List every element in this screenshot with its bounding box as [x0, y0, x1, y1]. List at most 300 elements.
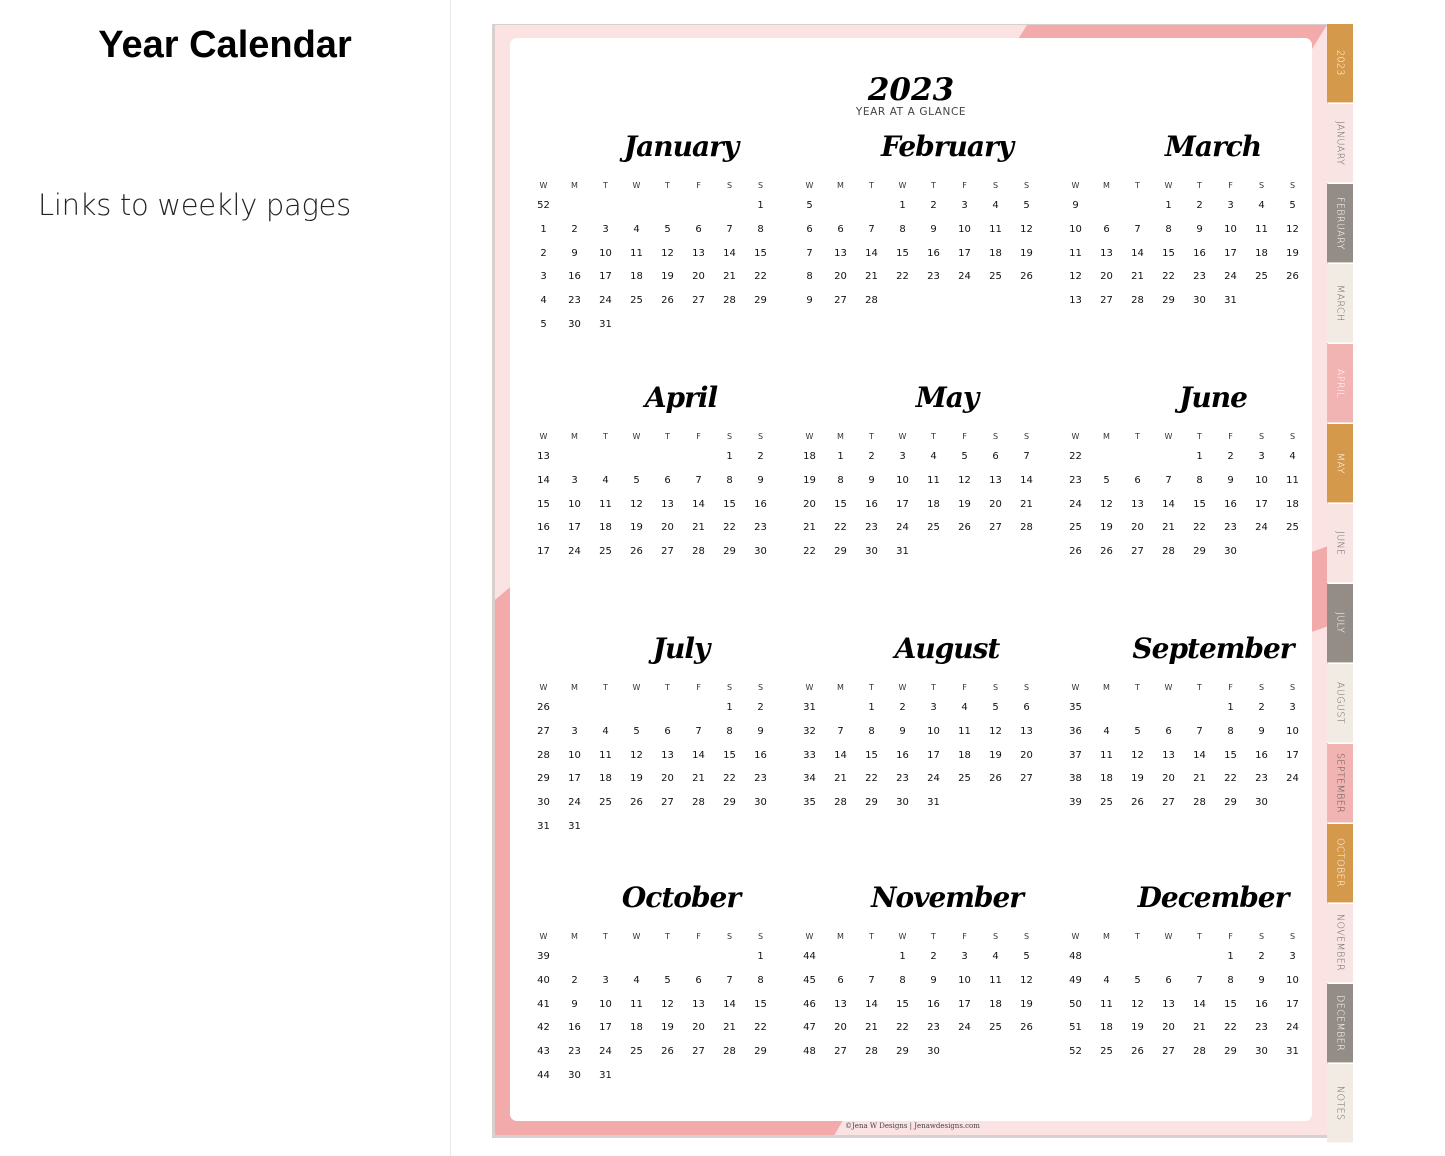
- week-number-link[interactable]: 1: [540, 223, 547, 235]
- day-cell: 15: [1224, 998, 1237, 1010]
- week-number-link[interactable]: 31: [537, 820, 550, 832]
- day-cell: 27: [692, 295, 705, 307]
- month-title[interactable]: July: [652, 632, 710, 665]
- week-number-link[interactable]: 18: [803, 451, 816, 462]
- day-cell: 1: [726, 702, 733, 713]
- day-cell: 7: [726, 974, 733, 986]
- day-cell: 19: [1131, 1022, 1144, 1034]
- week-number-link[interactable]: 44: [537, 1069, 550, 1081]
- side-tab-label: AUGUST: [1334, 681, 1346, 724]
- week-number-link[interactable]: 22: [1069, 451, 1082, 462]
- day-cell: 20: [1020, 749, 1033, 761]
- day-cell: 11: [1100, 998, 1113, 1010]
- day-cell: 3: [961, 951, 968, 962]
- day-cell: 31: [599, 318, 612, 330]
- day-cell: 3: [899, 451, 906, 462]
- weekday-header: T: [931, 932, 936, 941]
- week-number-link[interactable]: 3: [540, 271, 547, 283]
- day-cell: [1011, 1046, 1042, 1070]
- day-cell: 8: [1165, 223, 1172, 235]
- month-title[interactable]: March: [1164, 130, 1262, 163]
- day-cell: 31: [896, 546, 909, 558]
- year-heading: 2023: [867, 72, 955, 108]
- week-number-link[interactable]: 44: [803, 951, 816, 962]
- weekday-header: S: [757, 683, 764, 692]
- day-cell: 8: [757, 974, 764, 986]
- weekday-header: M: [1103, 932, 1110, 941]
- day-cell: 5: [1103, 474, 1110, 486]
- day-cell: 21: [1193, 1022, 1206, 1034]
- month-title[interactable]: May: [915, 381, 979, 414]
- week-number-link[interactable]: 35: [803, 797, 816, 809]
- week-number-link[interactable]: 48: [1069, 951, 1082, 962]
- day-cell: 21: [1020, 498, 1033, 510]
- day-cell: 4: [1103, 725, 1110, 737]
- weekday-header: W: [632, 181, 641, 190]
- day-cell: 4: [992, 200, 999, 211]
- week-number-link[interactable]: 39: [1069, 797, 1082, 809]
- weekday-header: T: [665, 181, 670, 190]
- day-cell: [1091, 451, 1122, 475]
- day-cell: [683, 702, 714, 726]
- day-cell: 15: [896, 998, 909, 1010]
- day-cell: 23: [1193, 271, 1206, 283]
- day-cell: 19: [630, 522, 643, 534]
- day-cell: 2: [930, 951, 937, 962]
- day-cell: [621, 319, 652, 343]
- week-number-link[interactable]: 13: [1069, 295, 1082, 307]
- day-cell: [980, 546, 1011, 570]
- day-cell: [1246, 546, 1277, 570]
- weekday-header: T: [665, 683, 670, 692]
- day-cell: 23: [568, 1046, 581, 1058]
- day-cell: 6: [837, 974, 844, 986]
- day-cell: 11: [1255, 223, 1268, 235]
- weekday-header: M: [837, 432, 844, 441]
- week-number-link[interactable]: 28: [537, 749, 550, 761]
- day-cell: 2: [1258, 702, 1265, 713]
- day-cell: [652, 319, 683, 343]
- day-cell: 14: [1131, 247, 1144, 259]
- day-cell: 3: [930, 702, 937, 713]
- week-number-link[interactable]: 2: [540, 247, 547, 259]
- day-cell: 29: [1224, 1046, 1237, 1058]
- day-cell: 26: [1100, 546, 1113, 558]
- day-cell: 31: [1224, 295, 1237, 307]
- day-cell: 2: [1196, 200, 1203, 211]
- week-number-link[interactable]: 37: [1069, 749, 1082, 761]
- day-cell: [652, 200, 683, 224]
- day-cell: 15: [1224, 749, 1237, 761]
- weekday-header: M: [837, 683, 844, 692]
- day-cell: 30: [568, 318, 581, 330]
- week-number-link[interactable]: 36: [1069, 725, 1082, 737]
- day-cell: 15: [723, 498, 736, 510]
- month-title[interactable]: April: [644, 381, 718, 414]
- day-cell: 19: [958, 498, 971, 510]
- day-cell: 6: [1134, 474, 1141, 486]
- day-cell: 29: [754, 295, 767, 307]
- day-cell: 16: [568, 271, 581, 283]
- week-number-link[interactable]: 31: [803, 702, 816, 713]
- side-tab-february[interactable]: [1327, 184, 1353, 263]
- week-number-link[interactable]: 11: [1069, 247, 1082, 259]
- weekday-header: W: [805, 932, 814, 941]
- side-tab-october[interactable]: [1327, 824, 1353, 903]
- day-cell: 12: [1100, 498, 1113, 510]
- week-number-link[interactable]: 52: [537, 200, 550, 211]
- week-number-link[interactable]: 16: [537, 522, 550, 534]
- day-cell: 5: [1023, 200, 1030, 211]
- day-cell: 2: [1227, 451, 1234, 462]
- day-cell: 22: [896, 1022, 909, 1034]
- day-cell: 16: [754, 749, 767, 761]
- day-cell: 26: [989, 773, 1002, 785]
- day-cell: 19: [661, 1022, 674, 1034]
- day-cell: 16: [1193, 247, 1206, 259]
- day-cell: [1091, 951, 1122, 975]
- weekday-header: W: [632, 432, 641, 441]
- week-number-link[interactable]: 25: [1069, 522, 1082, 534]
- day-cell: 4: [992, 951, 999, 962]
- weekday-header: F: [696, 432, 701, 441]
- week-number-link[interactable]: 33: [803, 749, 816, 761]
- day-cell: 22: [1224, 773, 1237, 785]
- month-grid: [528, 180, 776, 343]
- day-cell: 28: [692, 546, 705, 558]
- day-cell: 27: [834, 295, 847, 307]
- day-cell: 16: [754, 498, 767, 510]
- day-cell: 22: [1193, 522, 1206, 534]
- day-cell: 11: [1286, 474, 1299, 486]
- weekday-header: S: [1258, 683, 1265, 692]
- month-title[interactable]: June: [1179, 381, 1247, 414]
- day-cell: [1277, 797, 1308, 821]
- day-cell: 9: [1258, 725, 1265, 737]
- side-tab-label: 2023: [1334, 50, 1346, 76]
- week-number-link[interactable]: 51: [1069, 1022, 1082, 1034]
- weekday-header: M: [571, 432, 578, 441]
- side-tab-april[interactable]: [1327, 344, 1353, 423]
- side-tab-november[interactable]: [1327, 904, 1353, 983]
- day-cell: [559, 200, 590, 224]
- weekday-header: S: [1289, 181, 1296, 190]
- day-cell: 15: [865, 749, 878, 761]
- week-number-link[interactable]: 10: [1069, 223, 1082, 235]
- weekday-header: T: [869, 432, 874, 441]
- month-grid: [528, 682, 776, 845]
- day-cell: 24: [927, 773, 940, 785]
- week-number-link[interactable]: 46: [803, 998, 816, 1010]
- side-tab-label: FEBRUARY: [1334, 196, 1346, 250]
- day-cell: [714, 319, 745, 343]
- side-tab-label: SEPTEMBER: [1334, 752, 1346, 814]
- day-cell: [825, 702, 856, 726]
- week-number-link[interactable]: 26: [537, 702, 550, 713]
- day-cell: 5: [664, 974, 671, 986]
- week-number-link[interactable]: 15: [537, 498, 550, 510]
- day-cell: [1122, 702, 1153, 726]
- day-cell: 27: [1162, 797, 1175, 809]
- day-cell: 13: [661, 498, 674, 510]
- month-title[interactable]: December: [1137, 881, 1289, 914]
- day-cell: 24: [896, 522, 909, 534]
- weekday-header: F: [1228, 683, 1233, 692]
- side-tab-label: JANUARY: [1334, 120, 1346, 166]
- day-cell: 6: [1103, 223, 1110, 235]
- week-number-link[interactable]: 6: [806, 223, 813, 235]
- day-cell: 7: [1165, 474, 1172, 486]
- week-number-link[interactable]: 40: [537, 974, 550, 986]
- day-cell: 25: [1100, 1046, 1113, 1058]
- day-cell: 15: [834, 498, 847, 510]
- side-tab-august[interactable]: [1327, 664, 1353, 743]
- day-cell: 8: [1227, 725, 1234, 737]
- day-cell: 4: [1258, 200, 1265, 211]
- weekday-header: F: [962, 432, 967, 441]
- day-cell: 9: [899, 725, 906, 737]
- week-number-link[interactable]: 19: [803, 474, 816, 486]
- side-tab-july[interactable]: [1327, 584, 1353, 663]
- day-cell: 17: [568, 522, 581, 534]
- day-cell: 28: [1131, 295, 1144, 307]
- day-cell: [918, 295, 949, 319]
- day-cell: 25: [1286, 522, 1299, 534]
- week-number-link[interactable]: 30: [537, 797, 550, 809]
- side-tab-september[interactable]: [1327, 744, 1353, 823]
- week-number-link[interactable]: 5: [540, 318, 547, 330]
- month-title[interactable]: January: [623, 130, 739, 163]
- side-tab-label: OCTOBER: [1334, 838, 1346, 888]
- day-cell: 26: [1020, 1022, 1033, 1034]
- weekday-header: T: [1197, 432, 1202, 441]
- weekday-header: T: [931, 683, 936, 692]
- day-cell: [652, 1070, 683, 1094]
- weekday-header: F: [696, 932, 701, 941]
- week-number-link[interactable]: 34: [803, 773, 816, 785]
- day-cell: 12: [1131, 749, 1144, 761]
- day-cell: 21: [692, 522, 705, 534]
- side-tab-2023[interactable]: [1327, 24, 1353, 103]
- side-tab-march[interactable]: [1327, 264, 1353, 343]
- day-cell: 3: [602, 223, 609, 235]
- week-number-link[interactable]: 45: [803, 974, 816, 986]
- day-cell: 26: [630, 797, 643, 809]
- day-cell: 13: [1100, 247, 1113, 259]
- day-cell: 17: [958, 998, 971, 1010]
- day-cell: 16: [568, 1022, 581, 1034]
- day-cell: 27: [1020, 773, 1033, 785]
- weekday-header: T: [869, 683, 874, 692]
- day-cell: 25: [1255, 271, 1268, 283]
- day-cell: 24: [568, 797, 581, 809]
- day-cell: 16: [1224, 498, 1237, 510]
- week-number-link[interactable]: 8: [806, 271, 813, 283]
- week-number-link[interactable]: 41: [537, 998, 550, 1010]
- day-cell: [949, 797, 980, 821]
- day-cell: 18: [1286, 498, 1299, 510]
- day-cell: 1: [726, 451, 733, 462]
- week-number-link[interactable]: 43: [537, 1046, 550, 1058]
- day-cell: 22: [1224, 1022, 1237, 1034]
- day-cell: 14: [865, 998, 878, 1010]
- day-cell: 11: [630, 247, 643, 259]
- day-cell: 28: [1020, 522, 1033, 534]
- day-cell: [1184, 702, 1215, 726]
- day-cell: 29: [1162, 295, 1175, 307]
- day-cell: [683, 319, 714, 343]
- week-number-link[interactable]: 48: [803, 1046, 816, 1058]
- day-cell: [949, 1046, 980, 1070]
- weekday-header: W: [632, 932, 641, 941]
- day-cell: 1: [1227, 951, 1234, 962]
- side-tab-label: JUNE: [1334, 530, 1346, 556]
- week-number-link[interactable]: 49: [1069, 974, 1082, 986]
- side-tab-label: NOTES: [1334, 1085, 1346, 1121]
- day-cell: 31: [927, 797, 940, 809]
- side-tab-january[interactable]: [1327, 104, 1353, 183]
- week-number-link[interactable]: 39: [537, 951, 550, 962]
- week-number-link[interactable]: 9: [1072, 200, 1079, 211]
- day-cell: 15: [723, 749, 736, 761]
- day-cell: 10: [599, 247, 612, 259]
- week-number-link[interactable]: 14: [537, 474, 550, 486]
- day-cell: 18: [1100, 1022, 1113, 1034]
- weekday-header: S: [726, 432, 733, 441]
- day-cell: 17: [599, 271, 612, 283]
- day-cell: 24: [958, 271, 971, 283]
- day-cell: 29: [834, 546, 847, 558]
- weekday-header: T: [665, 432, 670, 441]
- day-cell: 20: [1131, 522, 1144, 534]
- week-number-link[interactable]: 21: [803, 522, 816, 534]
- day-cell: 28: [692, 797, 705, 809]
- side-tab-notes[interactable]: [1327, 1064, 1353, 1143]
- day-cell: [590, 200, 621, 224]
- day-cell: [1277, 546, 1308, 570]
- week-number-link[interactable]: 13: [537, 451, 550, 462]
- day-cell: [1184, 951, 1215, 975]
- page-subtitle: YEAR AT A GLANCE: [855, 106, 967, 118]
- weekday-header: W: [805, 181, 814, 190]
- day-cell: 2: [868, 451, 875, 462]
- day-cell: 23: [1255, 773, 1268, 785]
- weekday-header: F: [962, 181, 967, 190]
- week-number-link[interactable]: 24: [1069, 498, 1082, 510]
- week-number-link[interactable]: 35: [1069, 702, 1082, 713]
- week-number-link[interactable]: 42: [537, 1022, 550, 1034]
- week-number-link[interactable]: 22: [803, 546, 816, 558]
- weekday-header: T: [1135, 181, 1140, 190]
- week-number-link[interactable]: 12: [1069, 271, 1082, 283]
- day-cell: 21: [692, 773, 705, 785]
- week-number-link[interactable]: 27: [537, 725, 550, 737]
- day-cell: 14: [865, 247, 878, 259]
- month-title[interactable]: August: [894, 632, 1000, 665]
- day-cell: [980, 295, 1011, 319]
- month-title[interactable]: November: [870, 881, 1024, 914]
- day-cell: 10: [1286, 725, 1299, 737]
- week-number-link[interactable]: 29: [537, 773, 550, 785]
- week-number-link[interactable]: 50: [1069, 998, 1082, 1010]
- promo-panel: [0, 0, 451, 1156]
- week-number-link[interactable]: 52: [1069, 1046, 1082, 1058]
- day-cell: [652, 821, 683, 845]
- day-cell: 9: [868, 474, 875, 486]
- week-number-link[interactable]: 5: [806, 200, 813, 211]
- side-tab-december[interactable]: [1327, 984, 1353, 1063]
- day-cell: 3: [1227, 200, 1234, 211]
- day-cell: 23: [927, 271, 940, 283]
- day-cell: 18: [958, 749, 971, 761]
- week-number-link[interactable]: 47: [803, 1022, 816, 1034]
- day-cell: 4: [1289, 451, 1296, 462]
- day-cell: 6: [664, 474, 671, 486]
- week-number-link[interactable]: 4: [540, 295, 547, 307]
- day-cell: 4: [633, 974, 640, 986]
- day-cell: 27: [661, 797, 674, 809]
- side-tab-june[interactable]: [1327, 504, 1353, 583]
- week-number-link[interactable]: 9: [806, 295, 813, 307]
- day-cell: 19: [1286, 247, 1299, 259]
- week-number-link[interactable]: 38: [1069, 773, 1082, 785]
- day-cell: 23: [568, 295, 581, 307]
- week-number-link[interactable]: 17: [537, 546, 550, 558]
- day-cell: 29: [754, 1046, 767, 1058]
- day-cell: 21: [723, 1022, 736, 1034]
- day-cell: 3: [961, 200, 968, 211]
- day-cell: 25: [630, 1046, 643, 1058]
- day-cell: 21: [865, 1022, 878, 1034]
- month-title[interactable]: October: [621, 881, 741, 914]
- day-cell: 12: [989, 725, 1002, 737]
- day-cell: 8: [837, 474, 844, 486]
- day-cell: 30: [1255, 797, 1268, 809]
- day-cell: 14: [1162, 498, 1175, 510]
- weekday-header: T: [603, 932, 608, 941]
- weekday-header: S: [1289, 683, 1296, 692]
- month-title[interactable]: February: [880, 130, 1013, 163]
- day-cell: [683, 451, 714, 475]
- day-cell: 12: [1020, 223, 1033, 235]
- side-tab-label: APRIL: [1334, 368, 1346, 398]
- weekday-header: T: [1135, 432, 1140, 441]
- week-number-link[interactable]: 7: [806, 247, 813, 259]
- week-number-link[interactable]: 32: [803, 725, 816, 737]
- day-cell: 26: [1131, 797, 1144, 809]
- day-cell: [714, 200, 745, 224]
- side-tab-may[interactable]: [1327, 424, 1353, 503]
- day-cell: 11: [599, 498, 612, 510]
- week-number-link[interactable]: 26: [1069, 546, 1082, 558]
- weekday-header: S: [1258, 932, 1265, 941]
- day-cell: 11: [989, 974, 1002, 986]
- day-cell: 15: [754, 247, 767, 259]
- week-number-link[interactable]: 20: [803, 498, 816, 510]
- day-cell: 28: [723, 295, 736, 307]
- day-cell: 9: [1258, 974, 1265, 986]
- week-number-link[interactable]: 23: [1069, 474, 1082, 486]
- month-title[interactable]: September: [1132, 632, 1294, 665]
- day-cell: 28: [723, 1046, 736, 1058]
- day-cell: 8: [1227, 974, 1234, 986]
- day-cell: 6: [1023, 702, 1030, 713]
- day-cell: 24: [568, 546, 581, 558]
- weekday-header: W: [1164, 432, 1173, 441]
- day-cell: 17: [958, 247, 971, 259]
- day-cell: [1091, 200, 1122, 224]
- day-cell: 22: [896, 271, 909, 283]
